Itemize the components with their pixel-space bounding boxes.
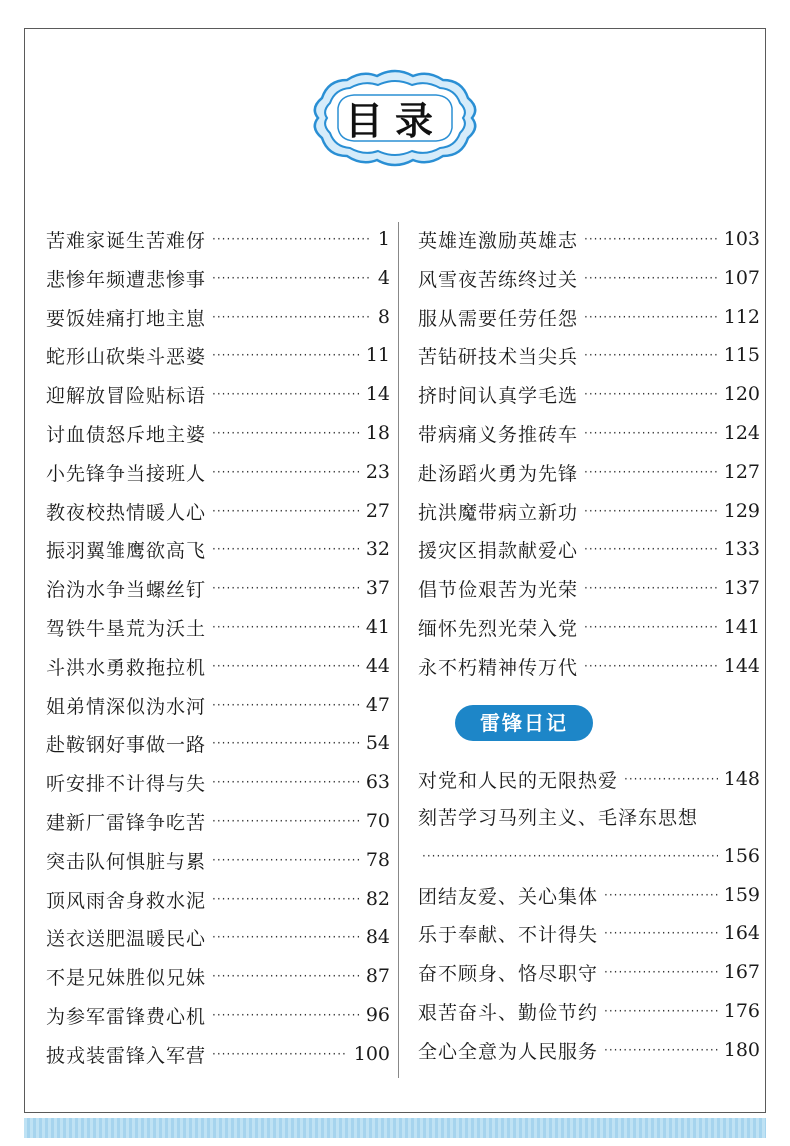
toc-entry-title: 乐于奉献、不计得失 [418,923,599,946]
toc-entry[interactable] [46,530,390,568]
toc-page-number: 11 [365,344,390,366]
toc-dot-leader [584,620,718,634]
toc-page-number: 32 [365,538,390,560]
toc-entry[interactable] [418,992,760,1030]
toc-entry-title[interactable]: 刻苦学习马列主义、毛泽东思想 [418,807,699,829]
toc-page-number: 8 [377,306,390,328]
toc-entry-title: 带病痛义务推砖车 [418,423,579,446]
toc-page-number: 82 [365,888,390,910]
page-title: 目录 [344,99,445,143]
toc-dot-leader [212,620,360,634]
toc-entry[interactable] [418,1031,760,1069]
toc-entry-title: 团结友爱、关心集体 [418,885,599,908]
toc-entry-title: 建新厂雷锋争吃苦 [46,811,207,834]
toc-page-number: 84 [365,926,390,948]
toc-entry-title: 突击队何惧脏与累 [46,850,207,873]
toc-entry[interactable] [46,1035,390,1073]
toc-dot-leader [212,232,372,246]
toc-entry-title: 艰苦奋斗、勤俭节约 [418,1001,599,1024]
toc-entry[interactable] [418,375,760,413]
toc-dot-leader [212,348,360,362]
toc-page-number: 37 [365,577,390,599]
toc-entry[interactable] [418,259,760,297]
toc-dot-leader [604,1043,718,1057]
toc-page-number: 159 [723,884,760,906]
toc-entry-title: 不是兄妹胜似兄妹 [46,966,207,989]
toc-entry[interactable] [418,298,760,336]
toc-entry[interactable] [418,953,760,991]
toc-entry[interactable] [46,880,390,918]
toc-dot-leader [604,888,718,902]
toc-dot-leader [212,853,360,867]
toc-dot-leader [212,387,360,401]
toc-page-number: 70 [365,810,390,832]
toc-entry-title: 倡节俭艰苦为光荣 [418,578,579,601]
toc-dot-leader [604,926,718,940]
column-divider [398,222,399,1078]
toc-entry-title: 听安排不计得与失 [46,772,207,795]
toc-page-number: 176 [723,1000,760,1022]
toc-page-number: 14 [365,383,390,405]
toc-entry[interactable] [46,220,390,258]
toc-entry-title: 英雄连激励英雄志 [418,229,579,252]
toc-entry-title: 苦难家诞生苦难伢 [46,229,207,252]
toc-page-number: 96 [365,1004,390,1026]
toc-dot-leader [212,271,372,285]
toc-page-number: 47 [365,694,390,716]
toc-entry[interactable] [418,760,760,798]
toc-dot-leader [584,271,718,285]
toc-dot-leader [212,969,360,983]
toc-entry[interactable] [46,841,390,879]
toc-entry[interactable] [46,298,390,336]
toc-entry-title: 服从需要任劳任怨 [418,307,579,330]
toc-entry-title: 缅怀先烈光荣入党 [418,617,579,640]
toc-dot-leader [584,232,718,246]
toc-entry[interactable] [46,686,390,724]
toc-page-number: 23 [365,461,390,483]
toc-entry[interactable] [418,414,760,452]
toc-page-number: 167 [723,961,760,983]
toc-dot-leader [212,930,360,944]
toc-dot-leader [212,310,372,324]
toc-entry[interactable] [46,492,390,530]
bottom-decorative-band [24,1118,766,1138]
toc-page-number: 156 [723,845,760,867]
toc-page-number: 87 [365,965,390,987]
toc-entry-title: 悲惨年频遭悲惨事 [46,268,207,291]
toc-entry[interactable] [418,837,760,875]
toc-entry-title: 风雪夜苦练终过关 [418,268,579,291]
toc-entry[interactable] [46,569,390,607]
toc-entry-title: 挤时间认真学毛选 [418,384,579,407]
toc-entry-title: 抗洪魔带病立新功 [418,501,579,524]
toc-page-number: 54 [365,732,390,754]
toc-entry-title: 赴汤蹈火勇为先锋 [418,462,579,485]
toc-dot-leader [584,659,718,673]
toc-dot-leader [624,772,718,786]
toc-entry-title: 永不朽精神传万代 [418,656,579,679]
toc-entry-title: 蛇形山砍柴斗恶婆 [46,345,207,368]
toc-page-number: 115 [723,344,760,366]
toc-entry[interactable] [46,763,390,801]
toc-entry[interactable] [46,453,390,491]
toc-entry-title: 治沩水争当螺丝钉 [46,578,207,601]
toc-page-number: 124 [723,422,760,444]
toc-dot-leader [212,775,360,789]
toc-entry[interactable] [46,996,390,1034]
toc-entry[interactable] [418,876,760,914]
toc-entry[interactable] [418,336,760,374]
toc-entry-title: 迎解放冒险贴标语 [46,384,207,407]
toc-page-number: 120 [723,383,760,405]
toc-dot-leader [584,348,718,362]
toc-page-number: 137 [723,577,760,599]
toc-dot-leader [212,465,360,479]
toc-page-number: 103 [723,228,760,250]
toc-page-number: 141 [723,616,760,638]
toc-entry-title: 援灾区捐款献爱心 [418,539,579,562]
toc-page-number: 4 [377,267,390,289]
toc-page-number: 1 [377,228,390,250]
toc-page-number: 18 [365,422,390,444]
toc-entry[interactable] [46,802,390,840]
toc-entry-title: 全心全意为人民服务 [418,1040,599,1063]
toc-entry-title: 教夜校热情暖人心 [46,501,207,524]
toc-entry-title: 斗洪水勇救拖拉机 [46,656,207,679]
toc-page-number: 133 [723,538,760,560]
toc-entry[interactable] [46,608,390,646]
toc-entry-title: 对党和人民的无限热爱 [418,769,619,792]
toc-dot-leader [604,1004,718,1018]
toc-dot-leader [212,736,360,750]
toc-dot-leader [212,581,360,595]
toc-entry[interactable] [418,569,760,607]
toc-entry[interactable] [418,608,760,646]
toc-dot-leader [212,1047,348,1061]
toc-dot-leader [584,504,718,518]
toc-dot-leader [584,387,718,401]
toc-entry-title: 送衣送肥温暖民心 [46,927,207,950]
toc-page-number: 144 [723,655,760,677]
toc-page-number: 127 [723,461,760,483]
toc-entry[interactable] [418,914,760,952]
toc-dot-leader [584,465,718,479]
toc-page-number: 112 [723,306,760,328]
toc-entry-title: 振羽翼雏鹰欲高飞 [46,539,207,562]
toc-entry[interactable] [46,957,390,995]
toc-dot-leader [212,698,360,712]
toc-entry[interactable] [418,492,760,530]
toc-page-number: 100 [353,1043,390,1065]
toc-dot-leader [584,310,718,324]
toc-entry[interactable] [46,724,390,762]
toc-page-number: 27 [365,500,390,522]
section-badge-leifeng-diary: 雷锋日记 [455,705,593,741]
toc-dot-leader [584,581,718,595]
toc-entry[interactable] [418,220,760,258]
toc-dot-leader [584,426,718,440]
toc-entry-title: 披戎装雷锋入军营 [46,1044,207,1067]
toc-entry-title: 要饭娃痛打地主崽 [46,307,207,330]
toc-page-number: 148 [723,768,760,790]
toc-entry[interactable] [46,647,390,685]
toc-entry-title: 赴鞍钢好事做一路 [46,733,207,756]
toc-entry[interactable] [46,375,390,413]
toc-page-number: 78 [365,849,390,871]
toc-page-number: 129 [723,500,760,522]
toc-entry-title: 顶风雨舍身救水泥 [46,889,207,912]
toc-entry[interactable] [418,647,760,685]
toc-page-number: 44 [365,655,390,677]
toc-entry[interactable] [418,453,760,491]
toc-entry[interactable] [46,336,390,374]
toc-dot-leader [212,814,360,828]
toc-entry-title: 奋不顾身、恪尽职守 [418,962,599,985]
toc-entry[interactable] [46,414,390,452]
toc-entry-title: 苦钻研技术当尖兵 [418,345,579,368]
toc-dot-leader [212,659,360,673]
toc-page-number: 41 [365,616,390,638]
toc-page-number: 164 [723,922,760,944]
toc-dot-leader [212,1008,360,1022]
toc-entry-title: 姐弟情深似沩水河 [46,695,207,718]
toc-entry-title: 为参军雷锋费心机 [46,1005,207,1028]
toc-dot-leader [584,542,718,556]
toc-page-number: 180 [723,1039,760,1061]
toc-dot-leader [604,965,718,979]
toc-dot-leader [422,849,718,863]
toc-dot-leader [212,542,360,556]
toc-page-number: 63 [365,771,390,793]
toc-entry[interactable] [46,918,390,956]
toc-dot-leader [212,504,360,518]
toc-entry[interactable] [46,259,390,297]
toc-dot-leader [212,892,360,906]
toc-entry-title: 小先锋争当接班人 [46,462,207,485]
toc-dot-leader [212,426,360,440]
toc-page-number: 107 [723,267,760,289]
toc-entry[interactable] [418,530,760,568]
toc-entry-title: 讨血债怒斥地主婆 [46,423,207,446]
toc-entry-title: 驾铁牛垦荒为沃土 [46,617,207,640]
